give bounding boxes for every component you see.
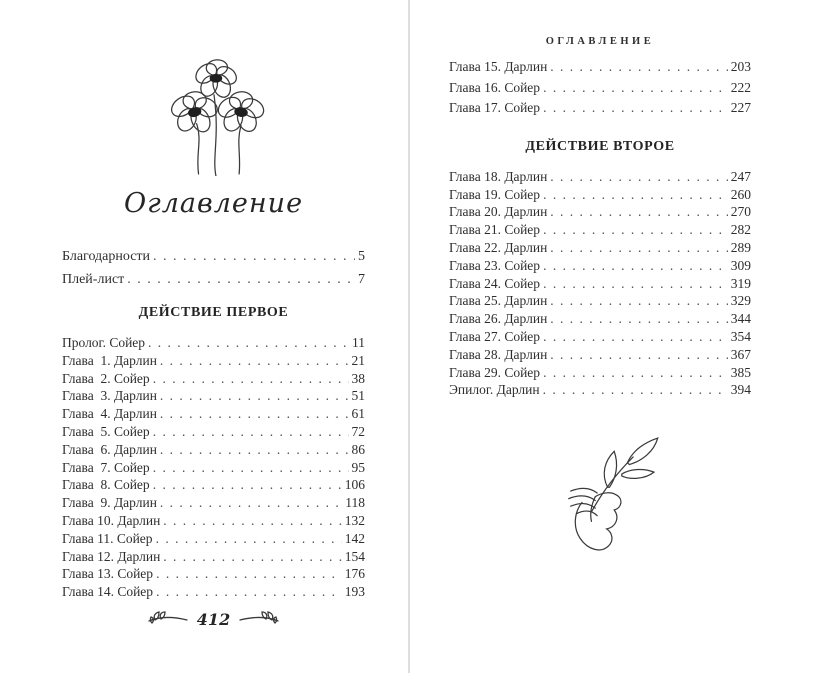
dot-leader	[156, 565, 342, 583]
page-folio	[62, 610, 365, 629]
toc-entry	[62, 548, 365, 566]
toc-entry-label: Глава 20. Дарлин	[449, 204, 548, 220]
toc-entry-label: Глава 15. Дарлин	[449, 59, 548, 74]
dot-leader	[163, 512, 341, 530]
toc-entry-label: Глава 17. Сойер	[449, 100, 541, 116]
toc-entry-label: Глава 14. Сойер	[62, 584, 154, 600]
act-one-continued-entry-list	[449, 57, 751, 119]
toc-entry-label: Глава 6. Дарлин	[62, 441, 157, 457]
act-two-heading: ДЕЙСТВИЕ ВТОРОЕ	[525, 138, 675, 154]
toc-entry	[62, 583, 365, 601]
toc-entry-label: Глава 25. Дарлин	[449, 293, 548, 309]
toc-entry	[62, 512, 365, 530]
toc-entry-label: Глава 1. Дарлин	[62, 352, 157, 368]
toc-entry-label: Глава 13. Сойер	[62, 566, 154, 582]
act-one-heading: ДЕЙСТВИЕ ПЕРВОЕ	[138, 305, 289, 320]
toc-entry	[62, 268, 365, 291]
toc-entry	[449, 292, 751, 310]
dot-leader	[550, 310, 727, 328]
toc-entry-label: Глава 8. Сойер	[62, 477, 150, 493]
toc-entry	[62, 459, 365, 477]
dot-leader	[160, 387, 349, 405]
dot-leader	[127, 268, 355, 291]
toc-entry-label: Глава 10. Дарлин	[62, 512, 161, 528]
toc-entry-page-number: 154	[344, 548, 365, 564]
toc-entry	[449, 346, 751, 364]
toc-entry-page-number: 394	[730, 382, 751, 398]
toc-entry	[62, 423, 365, 441]
toc-entry-page-number: 260	[730, 186, 751, 202]
toc-entry-label: Благодарности	[62, 249, 151, 264]
dot-leader	[543, 186, 728, 204]
dot-leader	[160, 352, 349, 370]
toc-entry-page-number: 227	[730, 100, 751, 116]
toc-entry	[449, 98, 751, 119]
toc-entry-page-number: 72	[351, 423, 365, 439]
toc-entry-page-number: 5	[358, 249, 365, 264]
toc-entry-page-number: 367	[730, 346, 751, 362]
toc-entry-page-number: 11	[352, 335, 365, 350]
toc-entry-label: Глава 23. Сойер	[449, 257, 541, 273]
leaf-flourish-right-icon	[239, 611, 279, 627]
toc-entry-label: Глава 27. Сойер	[449, 328, 541, 344]
toc-entry-page-number: 118	[345, 495, 365, 511]
toc-entry	[62, 441, 365, 459]
right-page	[449, 0, 751, 563]
toc-entry-page-number: 86	[351, 441, 365, 457]
toc-entry-label: Глава 11. Сойер	[62, 530, 153, 546]
toc-entry-label: Глава 29. Сойер	[449, 364, 541, 380]
dot-leader	[148, 334, 349, 352]
dot-leader	[160, 441, 349, 459]
toc-entry-label: Глава 3. Дарлин	[62, 388, 157, 404]
dot-leader	[156, 583, 342, 601]
toc-entry-page-number: 270	[730, 204, 751, 220]
act-two-entry-list	[449, 168, 751, 399]
toc-entry-label: Эпилог. Дарлин	[449, 382, 540, 398]
toc-entry	[62, 494, 365, 512]
toc-entry	[62, 245, 365, 268]
poppy-top	[192, 59, 240, 100]
dot-leader	[153, 459, 349, 477]
dot-leader	[153, 423, 349, 441]
toc-entry-page-number: 176	[344, 566, 365, 582]
toc-entry-label: Глава 2. Сойер	[62, 370, 150, 386]
toc-entry	[449, 221, 751, 239]
folio-number: 412	[196, 609, 231, 629]
dot-leader	[550, 346, 727, 364]
toc-entry-page-number: 385	[730, 364, 751, 380]
toc-entry-label: Глава 16. Сойер	[449, 79, 541, 95]
dot-leader	[543, 98, 728, 119]
toc-entry	[62, 387, 365, 405]
toc-entry-page-number: 132	[344, 512, 365, 528]
toc-entry-page-number: 247	[730, 168, 751, 184]
dot-leader	[543, 257, 728, 275]
toc-entry	[449, 275, 751, 293]
dot-leader	[543, 78, 728, 99]
toc-entry	[62, 334, 365, 352]
dot-leader	[153, 370, 349, 388]
toc-entry-page-number: 61	[351, 406, 365, 422]
left-page	[62, 0, 365, 629]
toc-entry-label: Глава 9. Дарлин	[62, 495, 157, 511]
toc-entry	[449, 168, 751, 186]
toc-entry	[449, 257, 751, 275]
toc-entry-page-number: 193	[344, 584, 365, 600]
dot-leader	[156, 530, 342, 548]
toc-entry-page-number: 344	[730, 311, 751, 327]
toc-entry-page-number: 354	[730, 328, 751, 344]
dot-leader	[550, 57, 727, 78]
toc-entry	[449, 186, 751, 204]
toc-entry-label: Глава 22. Дарлин	[449, 239, 548, 255]
toc-entry-page-number: 51	[351, 388, 365, 404]
toc-entry-label: Глава 19. Сойер	[449, 186, 541, 202]
toc-entry-page-number: 142	[344, 530, 365, 546]
toc-entry-label: Глава 21. Сойер	[449, 222, 541, 238]
toc-entry	[449, 364, 751, 382]
toc-entry-page-number: 106	[344, 477, 365, 493]
toc-entry-page-number: 38	[351, 370, 365, 386]
toc-entry-label: Глава 5. Сойер	[62, 423, 150, 439]
toc-entry	[449, 78, 751, 99]
toc-entry-page-number: 289	[730, 239, 751, 255]
toc-entry	[62, 405, 365, 423]
toc-entry-page-number: 7	[358, 272, 365, 287]
front-matter-list	[62, 245, 365, 291]
hand-holding-branch-icon	[529, 421, 671, 563]
toc-entry-page-number: 222	[730, 79, 751, 95]
poppies-flowers-icon	[156, 54, 272, 176]
poppy-left	[167, 91, 220, 135]
dot-leader	[543, 221, 728, 239]
dot-leader	[550, 239, 727, 257]
toc-entry-label: Глава 18. Дарлин	[449, 168, 548, 184]
toc-entry-label: Глава 24. Сойер	[449, 275, 541, 291]
toc-entry	[62, 476, 365, 494]
dot-leader	[543, 381, 728, 399]
toc-entry-page-number: 203	[730, 59, 751, 74]
toc-entry	[449, 57, 751, 78]
act-one-entry-list	[62, 334, 365, 601]
leaf-flourish-left-icon	[148, 611, 188, 627]
toc-entry	[449, 328, 751, 346]
toc-entry	[62, 370, 365, 388]
toc-entry-page-number: 21	[351, 352, 365, 368]
toc-entry-label: Глава 12. Дарлин	[62, 548, 161, 564]
page-gutter-divider	[408, 0, 410, 673]
toc-entry-label: Глава 28. Дарлин	[449, 346, 548, 362]
toc-entry	[62, 565, 365, 583]
toc-entry-page-number: 95	[351, 459, 365, 475]
toc-entry	[449, 203, 751, 221]
toc-entry	[449, 381, 751, 399]
toc-entry	[449, 239, 751, 257]
running-header: ОГЛАВЛЕНИЕ	[545, 36, 655, 47]
toc-entry-page-number: 282	[730, 222, 751, 238]
toc-entry	[62, 530, 365, 548]
dot-leader	[163, 548, 341, 566]
dot-leader	[550, 203, 727, 221]
toc-entry-label: Глава 26. Дарлин	[449, 311, 548, 327]
dot-leader	[543, 364, 728, 382]
dot-leader	[543, 275, 728, 293]
toc-entry-label: Глава 7. Сойер	[62, 459, 150, 475]
toc-entry-label: Плей-лист	[62, 272, 125, 287]
dot-leader	[543, 328, 728, 346]
dot-leader	[153, 245, 355, 268]
toc-entry-page-number: 319	[730, 275, 751, 291]
toc-entry-page-number: 309	[730, 257, 751, 273]
dot-leader	[550, 168, 727, 186]
dot-leader	[160, 405, 349, 423]
toc-entry-label: Глава 4. Дарлин	[62, 406, 157, 422]
toc-entry	[62, 352, 365, 370]
toc-title: Оглавление	[123, 188, 304, 219]
dot-leader	[153, 476, 342, 494]
dot-leader	[160, 494, 342, 512]
toc-entry-label: Пролог. Сойер	[62, 335, 146, 350]
toc-entry	[449, 310, 751, 328]
dot-leader	[550, 292, 727, 310]
toc-entry-page-number: 329	[730, 293, 751, 309]
